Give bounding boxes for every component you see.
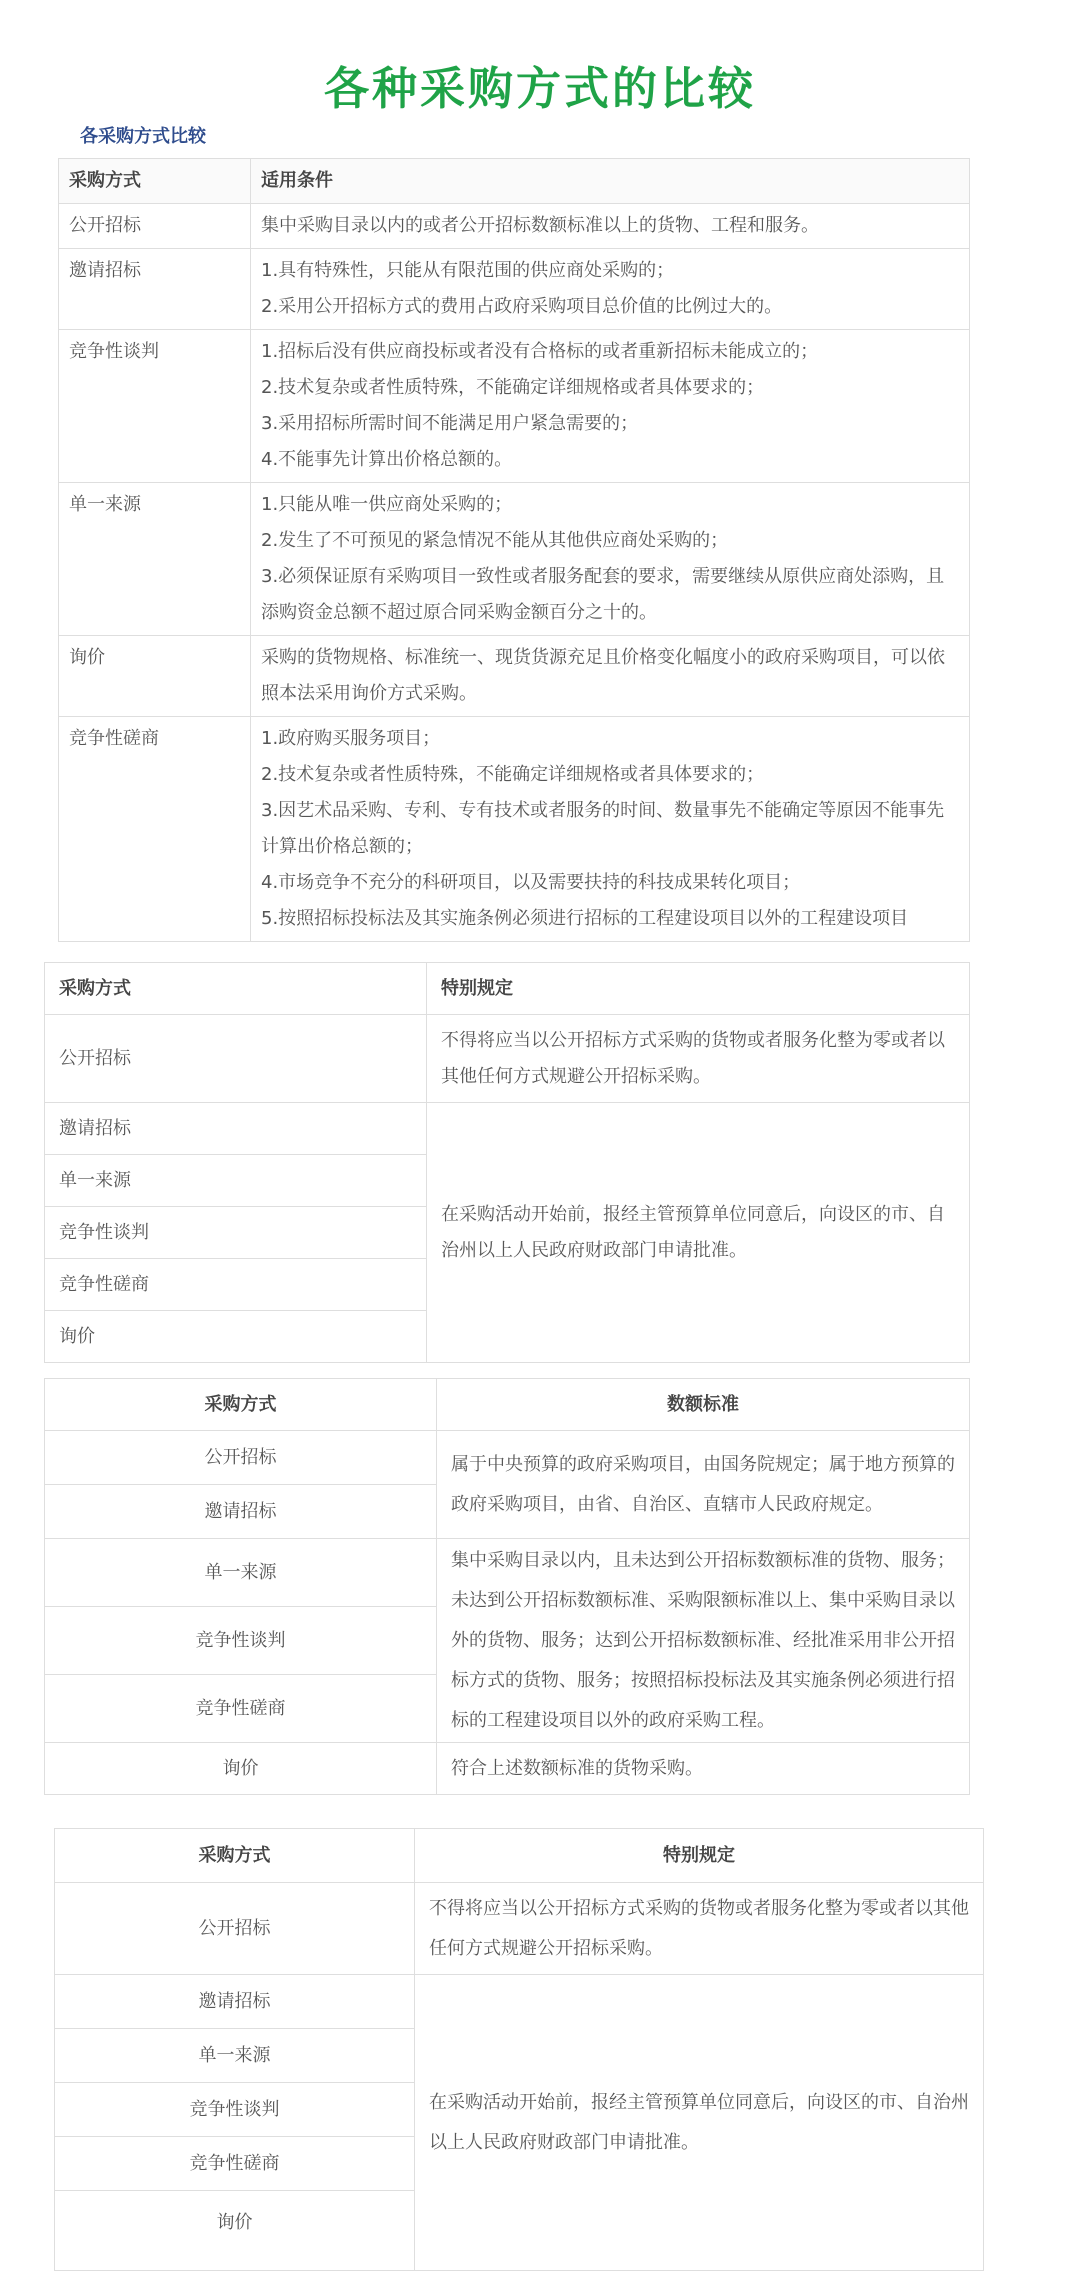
method-cell: 竞争性谈判 <box>45 1207 427 1259</box>
condition-line: 集中采购目录以内的或者公开招标数额标准以上的货物、工程和服务。 <box>261 215 819 236</box>
method-cell: 竞争性谈判 <box>55 2083 415 2137</box>
method-cell: 询价 <box>59 636 251 717</box>
condition-line: 3.必须保证原有采购项目一致性或者服务配套的要求，需要继续从原供应商处添购，且添购资金总额不超过原合同采购金额百分之十的。 <box>261 566 945 623</box>
condition-cell <box>251 204 970 249</box>
condition-line: 4.不能事先计算出价格总额的。 <box>261 449 513 470</box>
rule-cell: 不得将应当以公开招标方式采购的货物或者服务化整为零或者以其他任何方式规避公开招标采购。 <box>415 1883 984 1975</box>
method-cell: 单一来源 <box>45 1539 437 1607</box>
table-header-row <box>55 1829 984 1883</box>
method-cell: 竞争性磋商 <box>45 1675 437 1743</box>
table-row <box>45 1431 970 1485</box>
header-cell: 采购方式 <box>55 1829 415 1883</box>
table-row <box>45 1539 970 1607</box>
method-cell: 询价 <box>55 2191 415 2271</box>
table-header-row <box>45 1379 970 1431</box>
rule-cell: 不得将应当以公开招标方式采购的货物或者服务化整为零或者以其他任何方式规避公开招标采购。 <box>427 1015 970 1103</box>
method-cell: 单一来源 <box>55 2029 415 2083</box>
table-header-row <box>45 963 970 1015</box>
method-cell: 公开招标 <box>45 1431 437 1485</box>
method-cell: 竞争性磋商 <box>55 2137 415 2191</box>
method-cell: 竞争性磋商 <box>45 1259 427 1311</box>
method-cell: 邀请招标 <box>45 1103 427 1155</box>
method-cell: 邀请招标 <box>59 249 251 330</box>
header-cell: 数额标准 <box>437 1379 970 1431</box>
method-cell: 公开招标 <box>55 1883 415 1975</box>
header-cell: 适用条件 <box>251 159 970 204</box>
condition-line: 3.因艺术品采购、专利、专有技术或者服务的时间、数量事先不能确定等原因不能事先计算出价格总额的； <box>261 800 945 857</box>
condition-line: 2.技术复杂或者性质特殊，不能确定详细规格或者具体要求的； <box>261 764 765 785</box>
special-rules-table-2 <box>54 1828 984 2271</box>
standard-cell: 符合上述数额标准的货物采购。 <box>437 1743 970 1795</box>
rule-cell: 在采购活动开始前，报经主管预算单位同意后，向设区的市、自治州以上人民政府财政部门申请批准。 <box>427 1103 970 1363</box>
method-cell: 询价 <box>45 1311 427 1363</box>
page-title: 各种采购方式的比较 <box>323 62 756 115</box>
condition-line: 4.市场竞争不充分的科研项目，以及需要扶持的科技成果转化项目； <box>261 872 801 893</box>
table-row <box>45 1103 970 1155</box>
condition-line: 5.按照招标投标法及其实施条例必须进行招标的工程建设项目以外的工程建设项目 <box>261 908 909 929</box>
standard-cell: 属于中央预算的政府采购项目，由国务院规定；属于地方预算的政府采购项目，由省、自治区、直辖市人民政府规定。 <box>437 1431 970 1539</box>
condition-cell <box>251 717 970 942</box>
special-rules-table <box>44 962 970 1363</box>
method-cell: 公开招标 <box>59 204 251 249</box>
table-row <box>59 483 970 636</box>
table-header-row <box>59 159 970 204</box>
condition-cell <box>251 330 970 483</box>
rule-cell: 在采购活动开始前，报经主管预算单位同意后，向设区的市、自治州以上人民政府财政部门申请批准。 <box>415 1975 984 2271</box>
condition-cell <box>251 636 970 717</box>
table-row <box>55 1975 984 2029</box>
condition-line: 1.只能从唯一供应商处采购的； <box>261 494 513 515</box>
condition-line: 1.政府购买服务项目； <box>261 728 441 749</box>
condition-line: 2.发生了不可预见的紧急情况不能从其他供应商处采购的； <box>261 530 729 551</box>
table-row <box>59 204 970 249</box>
table-row <box>55 1883 984 1975</box>
method-cell: 竞争性谈判 <box>59 330 251 483</box>
table-row <box>45 1015 970 1103</box>
condition-cell <box>251 249 970 330</box>
method-cell: 公开招标 <box>45 1015 427 1103</box>
condition-line: 采购的货物规格、标准统一、现货货源充足且价格变化幅度小的政府采购项目，可以依照本法采用询价方式采购。 <box>261 647 945 704</box>
method-cell: 邀请招标 <box>55 1975 415 2029</box>
header-cell: 采购方式 <box>59 159 251 204</box>
method-cell: 竞争性磋商 <box>59 717 251 942</box>
amount-standard-table <box>44 1378 970 1795</box>
comparison-table <box>58 158 970 942</box>
table-row <box>59 330 970 483</box>
header-cell: 特别规定 <box>415 1829 984 1883</box>
table-row <box>59 249 970 330</box>
header-cell: 采购方式 <box>45 1379 437 1431</box>
section1-heading: 各采购方式比较 <box>80 126 206 147</box>
method-cell: 邀请招标 <box>45 1485 437 1539</box>
method-cell: 竞争性谈判 <box>45 1607 437 1675</box>
condition-line: 2.采用公开招标方式的费用占政府采购项目总价值的比例过大的。 <box>261 296 783 317</box>
condition-cell <box>251 483 970 636</box>
condition-line: 3.采用招标所需时间不能满足用户紧急需要的； <box>261 413 639 434</box>
header-cell: 采购方式 <box>45 963 427 1015</box>
condition-line: 1.具有特殊性，只能从有限范围的供应商处采购的； <box>261 260 675 281</box>
header-cell: 特别规定 <box>427 963 970 1015</box>
method-cell: 询价 <box>45 1743 437 1795</box>
method-cell: 单一来源 <box>45 1155 427 1207</box>
condition-line: 2.技术复杂或者性质特殊，不能确定详细规格或者具体要求的； <box>261 377 765 398</box>
table-row <box>45 1743 970 1795</box>
table-row <box>59 636 970 717</box>
table-row <box>59 717 970 942</box>
condition-line: 1.招标后没有供应商投标或者没有合格标的或者重新招标未能成立的； <box>261 341 819 362</box>
method-cell: 单一来源 <box>59 483 251 636</box>
standard-cell: 集中采购目录以内，且未达到公开招标数额标准的货物、服务；未达到公开招标数额标准、采购限额标准以上、集中采购目录以外的货物、服务；达到公开招标数额标准、经批准采用非公开招标方式的货物、服务；按照招标投标法及其实施条例必须进行招标的工程建设项目以外的政府采购工程。 <box>437 1539 970 1743</box>
